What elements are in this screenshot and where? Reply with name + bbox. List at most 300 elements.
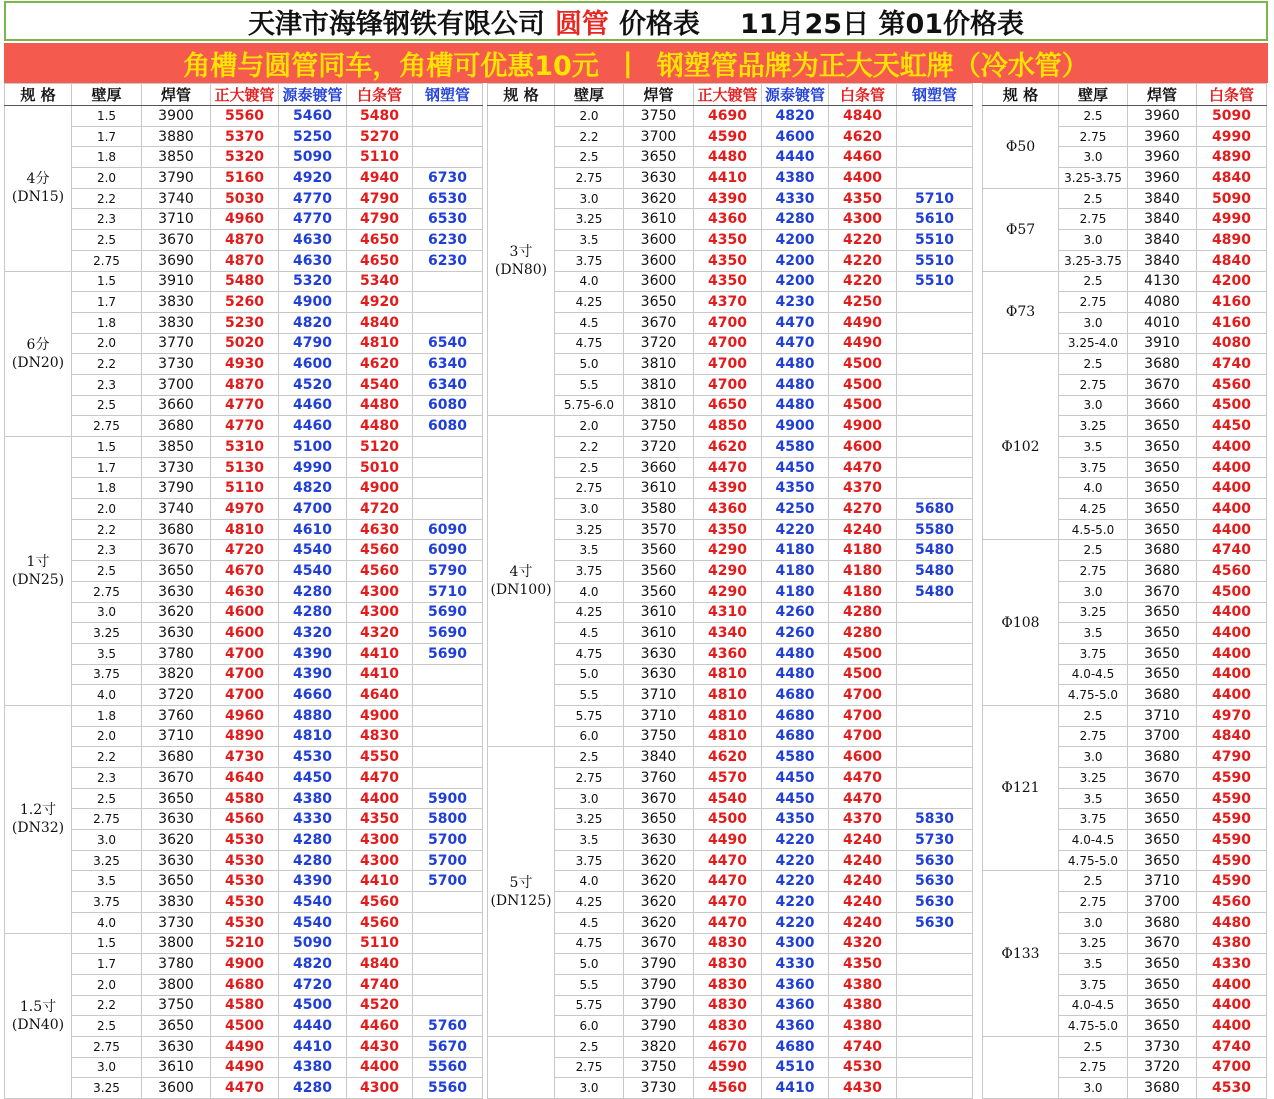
- zhengda-galvanized-price: 5030: [211, 188, 279, 209]
- welded-pipe-price: 3610: [624, 478, 694, 499]
- yuantai-galvanized-price: 4680: [762, 726, 829, 747]
- table-row: [488, 374, 973, 395]
- wall-thickness: 3.25: [72, 1078, 142, 1099]
- column-header: 正大镀管: [211, 84, 279, 106]
- plain-pipe-price: 4180: [829, 561, 897, 582]
- plain-pipe-price: 4400: [1197, 602, 1267, 623]
- wall-thickness: 3.75: [1059, 457, 1128, 478]
- plain-pipe-price: 5340: [347, 271, 413, 292]
- steel-plastic-price: 5510: [897, 250, 973, 271]
- plain-pipe-price: 4380: [829, 974, 897, 995]
- plain-pipe-price: 5110: [347, 933, 413, 954]
- zhengda-galvanized-price: 4830: [694, 954, 762, 975]
- zhengda-galvanized-price: 4850: [694, 416, 762, 437]
- zhengda-galvanized-price: 4590: [694, 126, 762, 147]
- zhengda-galvanized-price: 4870: [211, 374, 279, 395]
- wall-thickness: 2.5: [72, 788, 142, 809]
- zhengda-galvanized-price: 4640: [211, 768, 279, 789]
- welded-pipe-price: 3630: [142, 623, 211, 644]
- plain-pipe-price: 4410: [347, 643, 413, 664]
- steel-plastic-price: [413, 933, 483, 954]
- table-row: [488, 230, 973, 251]
- yuantai-galvanized-price: 4390: [279, 664, 347, 685]
- welded-pipe-price: 3680: [1128, 561, 1197, 582]
- welded-pipe-price: 3660: [142, 395, 211, 416]
- steel-plastic-price: [897, 168, 973, 189]
- yuantai-galvanized-price: 4320: [279, 623, 347, 644]
- welded-pipe-price: 3620: [142, 830, 211, 851]
- plain-pipe-price: 4300: [347, 602, 413, 623]
- yuantai-galvanized-price: 4480: [762, 354, 829, 375]
- zhengda-galvanized-price: 4810: [694, 685, 762, 706]
- welded-pipe-price: 3670: [1128, 768, 1197, 789]
- welded-pipe-price: 3730: [142, 912, 211, 933]
- column-header: 壁厚: [555, 84, 624, 106]
- zhengda-galvanized-price: 4350: [694, 250, 762, 271]
- steel-plastic-price: 6340: [413, 354, 483, 375]
- yuantai-galvanized-price: 4330: [762, 954, 829, 975]
- welded-pipe-price: 3780: [142, 954, 211, 975]
- steel-plastic-price: [413, 954, 483, 975]
- plain-pipe-price: 5120: [347, 437, 413, 458]
- yuantai-galvanized-price: 4610: [279, 519, 347, 540]
- yuantai-galvanized-price: 4990: [279, 457, 347, 478]
- plain-pipe-price: 4400: [829, 168, 897, 189]
- zhengda-galvanized-price: 4900: [211, 954, 279, 975]
- table-row: [5, 230, 483, 251]
- welded-pipe-price: 3580: [624, 499, 694, 520]
- yuantai-galvanized-price: 4500: [279, 995, 347, 1016]
- table-row: [488, 519, 973, 540]
- wall-thickness: 4.0: [72, 912, 142, 933]
- plain-pipe-price: 4990: [1197, 209, 1267, 230]
- yuantai-galvanized-price: 4580: [762, 747, 829, 768]
- plain-pipe-price: 4410: [347, 664, 413, 685]
- welded-pipe-price: 3960: [1128, 126, 1197, 147]
- wall-thickness: 2.5: [555, 747, 624, 768]
- wall-thickness: 3.0: [1059, 147, 1128, 168]
- plain-pipe-price: 4240: [829, 850, 897, 871]
- zhengda-galvanized-price: 4590: [694, 1057, 762, 1078]
- steel-plastic-price: 5690: [413, 643, 483, 664]
- wall-thickness: 3.0: [555, 188, 624, 209]
- welded-pipe-price: 3650: [1128, 830, 1197, 851]
- zhengda-galvanized-price: 4500: [694, 809, 762, 830]
- steel-plastic-price: [897, 768, 973, 789]
- plain-pipe-price: 4560: [1197, 892, 1267, 913]
- welded-pipe-price: 3880: [142, 126, 211, 147]
- welded-pipe-price: 3960: [1128, 106, 1197, 127]
- table-row: [488, 912, 973, 933]
- spec-label: Φ108: [983, 540, 1059, 706]
- welded-pipe-price: 3630: [142, 850, 211, 871]
- welded-pipe-price: 3650: [1128, 478, 1197, 499]
- welded-pipe-price: 3760: [624, 768, 694, 789]
- steel-plastic-price: 5690: [413, 623, 483, 644]
- table-row: [5, 312, 483, 333]
- welded-pipe-price: 3710: [1128, 871, 1197, 892]
- wall-thickness: 4.25: [555, 602, 624, 623]
- welded-pipe-price: 3650: [624, 147, 694, 168]
- zhengda-galvanized-price: 4560: [211, 809, 279, 830]
- steel-plastic-price: [897, 933, 973, 954]
- table-row: [488, 354, 973, 375]
- wall-thickness: 4.5: [555, 312, 624, 333]
- plain-pipe-price: 4500: [829, 643, 897, 664]
- table-row: [5, 933, 483, 954]
- table-row: [5, 168, 483, 189]
- table-row: [5, 395, 483, 416]
- welded-pipe-price: 3680: [1128, 747, 1197, 768]
- zhengda-galvanized-price: 4360: [694, 209, 762, 230]
- wall-thickness: 2.75: [1059, 892, 1128, 913]
- wall-thickness: 2.75: [1059, 292, 1128, 313]
- plain-pipe-price: 4560: [347, 561, 413, 582]
- zhengda-galvanized-price: 4290: [694, 581, 762, 602]
- yuantai-galvanized-price: 4630: [279, 250, 347, 271]
- plain-pipe-price: 4640: [347, 685, 413, 706]
- wall-thickness: 2.75: [72, 416, 142, 437]
- zhengda-galvanized-price: 4500: [211, 1016, 279, 1037]
- wall-thickness: 3.75: [1059, 643, 1128, 664]
- zhengda-galvanized-price: 4960: [211, 209, 279, 230]
- welded-pipe-price: 3610: [624, 209, 694, 230]
- yuantai-galvanized-price: 4180: [762, 540, 829, 561]
- steel-plastic-price: [413, 271, 483, 292]
- welded-pipe-price: 3650: [1128, 995, 1197, 1016]
- zhengda-galvanized-price: 4360: [694, 643, 762, 664]
- wall-thickness: 2.5: [72, 230, 142, 251]
- plain-pipe-price: 4450: [1197, 416, 1267, 437]
- plain-pipe-price: 4490: [829, 312, 897, 333]
- yuantai-galvanized-price: 4450: [762, 457, 829, 478]
- welded-pipe-price: 3650: [1128, 809, 1197, 830]
- steel-plastic-price: [413, 664, 483, 685]
- wall-thickness: 2.0: [72, 974, 142, 995]
- steel-plastic-price: [897, 1016, 973, 1037]
- plain-pipe-price: 4400: [347, 1057, 413, 1078]
- welded-pipe-price: 3630: [142, 1036, 211, 1057]
- steel-plastic-price: 5900: [413, 788, 483, 809]
- plain-pipe-price: 4530: [829, 1057, 897, 1078]
- welded-pipe-price: 3680: [1128, 354, 1197, 375]
- wall-thickness: 3.5: [555, 830, 624, 851]
- steel-plastic-price: 5510: [897, 230, 973, 251]
- welded-pipe-price: 3630: [142, 809, 211, 830]
- spec-label: Φ57: [983, 188, 1059, 271]
- welded-pipe-price: 3670: [142, 230, 211, 251]
- zhengda-galvanized-price: 5130: [211, 457, 279, 478]
- table-row: [488, 312, 973, 333]
- plain-pipe-price: 4540: [347, 374, 413, 395]
- wall-thickness: 4.0: [555, 581, 624, 602]
- table-row: [5, 126, 483, 147]
- welded-pipe-price: 3790: [624, 974, 694, 995]
- yuantai-galvanized-price: 4220: [762, 912, 829, 933]
- wall-thickness: 3.0: [1059, 581, 1128, 602]
- steel-plastic-price: 5610: [897, 209, 973, 230]
- zhengda-galvanized-price: 4530: [211, 912, 279, 933]
- table-row: [488, 933, 973, 954]
- plain-pipe-price: 4530: [1197, 1078, 1267, 1099]
- welded-pipe-price: 3560: [624, 581, 694, 602]
- zhengda-galvanized-price: 4600: [211, 602, 279, 623]
- wall-thickness: 3.0: [555, 1078, 624, 1099]
- welded-pipe-price: 3900: [142, 106, 211, 127]
- yuantai-galvanized-price: 4600: [279, 354, 347, 375]
- steel-plastic-price: 5800: [413, 809, 483, 830]
- table-row: [5, 374, 483, 395]
- table-row: [488, 643, 973, 664]
- spec-label: 3寸 (DN80): [488, 106, 555, 416]
- table-row: [5, 705, 483, 726]
- wall-thickness: 4.0-4.5: [1059, 995, 1128, 1016]
- steel-plastic-price: 5480: [897, 581, 973, 602]
- zhengda-galvanized-price: 4490: [694, 830, 762, 851]
- spec-label: 1寸 (DN25): [5, 437, 72, 706]
- zhengda-galvanized-price: 4490: [211, 1036, 279, 1057]
- spec-label: Φ121: [983, 705, 1059, 871]
- plain-pipe-price: 4970: [1197, 705, 1267, 726]
- zhengda-galvanized-price: 4830: [694, 995, 762, 1016]
- table-row: [488, 561, 973, 582]
- zhengda-galvanized-price: 4700: [211, 685, 279, 706]
- plain-pipe-price: 4560: [347, 892, 413, 913]
- welded-pipe-price: 3620: [624, 188, 694, 209]
- yuantai-galvanized-price: 4600: [762, 126, 829, 147]
- table-row: [5, 788, 483, 809]
- yuantai-galvanized-price: 5320: [279, 271, 347, 292]
- wall-thickness: 2.3: [72, 209, 142, 230]
- wall-thickness: 1.7: [72, 457, 142, 478]
- plain-pipe-price: 4400: [1197, 519, 1267, 540]
- plain-pipe-price: 4200: [1197, 271, 1267, 292]
- steel-plastic-price: [413, 437, 483, 458]
- table-row: [488, 788, 973, 809]
- table-row: [488, 768, 973, 789]
- welded-pipe-price: 3650: [1128, 1016, 1197, 1037]
- plain-pipe-price: 4250: [829, 292, 897, 313]
- wall-thickness: 1.8: [72, 478, 142, 499]
- table-row: [5, 209, 483, 230]
- table-row: [5, 250, 483, 271]
- zhengda-galvanized-price: 4700: [694, 374, 762, 395]
- welded-pipe-price: 3710: [142, 209, 211, 230]
- steel-plastic-price: [897, 788, 973, 809]
- column-header: 源泰镀管: [762, 84, 829, 106]
- steel-plastic-price: [897, 643, 973, 664]
- welded-pipe-price: 3650: [1128, 623, 1197, 644]
- plain-pipe-price: 4430: [347, 1036, 413, 1057]
- plain-pipe-price: 4790: [347, 209, 413, 230]
- zhengda-galvanized-price: 4830: [694, 974, 762, 995]
- steel-plastic-price: 6530: [413, 188, 483, 209]
- wall-thickness: 3.25-3.75: [1059, 168, 1128, 189]
- welded-pipe-price: 3700: [1128, 892, 1197, 913]
- welded-pipe-price: 3620: [624, 912, 694, 933]
- plain-pipe-price: 4490: [829, 333, 897, 354]
- welded-pipe-price: 3560: [624, 561, 694, 582]
- welded-pipe-price: 3620: [624, 871, 694, 892]
- wall-thickness: 3.75: [555, 250, 624, 271]
- plain-pipe-price: 4400: [1197, 457, 1267, 478]
- plain-pipe-price: 5090: [1197, 188, 1267, 209]
- plain-pipe-price: 4590: [1197, 850, 1267, 871]
- yuantai-galvanized-price: 4280: [279, 850, 347, 871]
- welded-pipe-price: 3670: [1128, 933, 1197, 954]
- plain-pipe-price: 4500: [829, 354, 897, 375]
- table-row: [488, 995, 973, 1016]
- welded-pipe-price: 3730: [1128, 1036, 1197, 1057]
- table-row: [5, 147, 483, 168]
- yuantai-galvanized-price: 4680: [762, 1036, 829, 1057]
- table-row: [5, 623, 483, 644]
- table-row: [5, 747, 483, 768]
- welded-pipe-price: 3650: [142, 1016, 211, 1037]
- yuantai-galvanized-price: 4770: [279, 209, 347, 230]
- plain-pipe-price: 4560: [347, 912, 413, 933]
- zhengda-galvanized-price: 5370: [211, 126, 279, 147]
- zhengda-galvanized-price: 4540: [694, 788, 762, 809]
- wall-thickness: 2.2: [72, 188, 142, 209]
- wall-thickness: 2.5: [72, 395, 142, 416]
- welded-pipe-price: 3660: [1128, 395, 1197, 416]
- zhengda-galvanized-price: 4720: [211, 540, 279, 561]
- plain-pipe-price: 4590: [1197, 809, 1267, 830]
- wall-thickness: 2.75: [72, 1036, 142, 1057]
- yuantai-galvanized-price: 4450: [762, 768, 829, 789]
- welded-pipe-price: 3650: [1128, 519, 1197, 540]
- promo-banner: [4, 43, 1268, 83]
- welded-pipe-price: 3750: [624, 726, 694, 747]
- plain-pipe-price: 4500: [829, 395, 897, 416]
- welded-pipe-price: 3710: [624, 685, 694, 706]
- zhengda-galvanized-price: 4350: [694, 230, 762, 251]
- wall-thickness: 1.7: [72, 292, 142, 313]
- wall-thickness: 2.75: [1059, 561, 1128, 582]
- plain-pipe-price: 4500: [1197, 395, 1267, 416]
- steel-plastic-price: 5510: [897, 271, 973, 292]
- yuantai-galvanized-price: 4660: [279, 685, 347, 706]
- welded-pipe-price: 3730: [142, 354, 211, 375]
- wall-thickness: 3.5: [555, 540, 624, 561]
- plain-pipe-price: 4550: [347, 747, 413, 768]
- table-row: [5, 354, 483, 375]
- steel-plastic-price: [897, 312, 973, 333]
- table-row: [488, 809, 973, 830]
- column-header: 壁厚: [72, 84, 142, 106]
- zhengda-galvanized-price: 4350: [694, 519, 762, 540]
- yuantai-galvanized-price: 4540: [279, 912, 347, 933]
- plain-pipe-price: 4240: [829, 830, 897, 851]
- plain-pipe-price: 4720: [347, 499, 413, 520]
- wall-thickness: 1.7: [72, 126, 142, 147]
- plain-pipe-price: 4220: [829, 230, 897, 251]
- wall-thickness: 3.25: [555, 519, 624, 540]
- welded-pipe-price: 3600: [624, 271, 694, 292]
- welded-pipe-price: 3910: [142, 271, 211, 292]
- welded-pipe-price: 3780: [142, 643, 211, 664]
- zhengda-galvanized-price: 4530: [211, 850, 279, 871]
- wall-thickness: 4.75: [555, 333, 624, 354]
- steel-plastic-price: [897, 954, 973, 975]
- table-row: [488, 726, 973, 747]
- wall-thickness: 2.3: [72, 768, 142, 789]
- plain-pipe-price: 4080: [1197, 333, 1267, 354]
- welded-pipe-price: 3720: [624, 333, 694, 354]
- plain-pipe-price: 4740: [347, 974, 413, 995]
- zhengda-galvanized-price: 5210: [211, 933, 279, 954]
- table-row: [983, 106, 1267, 127]
- table-row: [5, 333, 483, 354]
- wall-thickness: 4.0-4.5: [1059, 830, 1128, 851]
- yuantai-galvanized-price: 4920: [279, 168, 347, 189]
- table-row: [488, 395, 973, 416]
- spec-label: [983, 1036, 1059, 1098]
- wall-thickness: 2.0: [555, 106, 624, 127]
- steel-plastic-price: 6230: [413, 230, 483, 251]
- table-row: [5, 912, 483, 933]
- steel-plastic-price: 5480: [897, 561, 973, 582]
- yuantai-galvanized-price: 4480: [762, 374, 829, 395]
- welded-pipe-price: 3600: [142, 1078, 211, 1099]
- table-row: [5, 643, 483, 664]
- yuantai-galvanized-price: 4280: [279, 581, 347, 602]
- spec-label: Φ133: [983, 871, 1059, 1037]
- wall-thickness: 4.0: [72, 685, 142, 706]
- zhengda-galvanized-price: 4650: [694, 395, 762, 416]
- plain-pipe-price: 4480: [347, 395, 413, 416]
- plain-pipe-price: 4240: [829, 892, 897, 913]
- plain-pipe-price: 4400: [1197, 685, 1267, 706]
- yuantai-galvanized-price: 4580: [762, 437, 829, 458]
- steel-plastic-price: [897, 478, 973, 499]
- wall-thickness: 4.5: [555, 912, 624, 933]
- yuantai-galvanized-price: 4820: [279, 954, 347, 975]
- table-row: [488, 147, 973, 168]
- welded-pipe-price: 3680: [1128, 1078, 1197, 1099]
- steel-plastic-price: 6090: [413, 540, 483, 561]
- yuantai-galvanized-price: 4380: [762, 168, 829, 189]
- zhengda-galvanized-price: 4730: [211, 747, 279, 768]
- welded-pipe-price: 3650: [142, 871, 211, 892]
- zhengda-galvanized-price: 4410: [694, 168, 762, 189]
- steel-plastic-price: [897, 685, 973, 706]
- welded-pipe-price: 3730: [624, 1078, 694, 1099]
- plain-pipe-price: 4500: [829, 664, 897, 685]
- wall-thickness: 3.0: [72, 602, 142, 623]
- plain-pipe-price: 4590: [1197, 830, 1267, 851]
- steel-plastic-price: 5580: [897, 519, 973, 540]
- zhengda-galvanized-price: 4470: [694, 850, 762, 871]
- welded-pipe-price: 3610: [624, 623, 694, 644]
- wall-thickness: 2.75: [72, 250, 142, 271]
- steel-plastic-price: [897, 457, 973, 478]
- table-row: [488, 602, 973, 623]
- steel-plastic-price: 6340: [413, 374, 483, 395]
- plain-pipe-price: 4650: [347, 250, 413, 271]
- plain-pipe-price: 4790: [347, 188, 413, 209]
- yuantai-galvanized-price: 4530: [279, 747, 347, 768]
- table-row: [5, 602, 483, 623]
- column-header: 规 格: [983, 84, 1059, 106]
- yuantai-galvanized-price: 4280: [279, 602, 347, 623]
- table-row: [5, 581, 483, 602]
- zhengda-galvanized-price: 4810: [694, 705, 762, 726]
- table-row: [488, 271, 973, 292]
- zhengda-galvanized-price: 4470: [694, 871, 762, 892]
- steel-plastic-price: 5560: [413, 1057, 483, 1078]
